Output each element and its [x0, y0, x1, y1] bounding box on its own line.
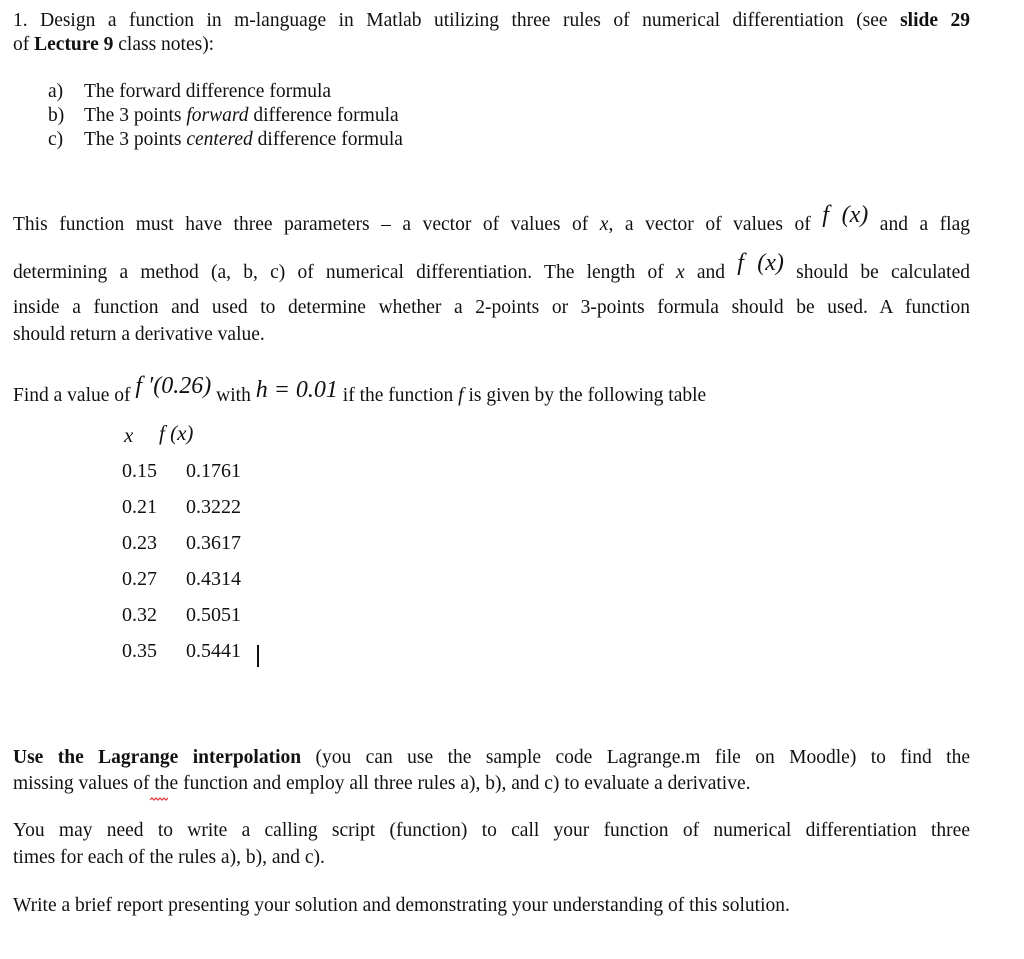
text-cursor	[257, 645, 259, 667]
rule-item-c	[48, 128, 403, 152]
report-text: Write a brief report presenting your solution and demonstrating your understanding of this solution.	[13, 895, 790, 916]
find-text-post: if the function	[342, 385, 459, 406]
find-line	[13, 373, 970, 411]
rule-text-post: difference formula	[248, 105, 399, 126]
table-header-x: x	[124, 423, 134, 447]
math-h-step: h = 0.01	[255, 377, 338, 403]
table-header-fx: f (x)	[159, 421, 194, 445]
table-cell-fx: 0.3617	[186, 532, 241, 554]
params-text-post: and a flag	[879, 214, 971, 235]
table-cell-fx: 0.5051	[186, 604, 241, 626]
params-text: This function must have three parameters – a vector of values of	[13, 214, 600, 235]
params-text: inside a function and used to determine whether a 2-points or 3-points formula should be used. A function	[13, 297, 970, 318]
params-text-post: should be calculated	[796, 262, 970, 283]
table-cell-x: 0.15	[122, 460, 157, 482]
rule-item-a	[48, 80, 331, 104]
rule-text-post: difference formula	[252, 129, 403, 150]
var-f: f	[458, 385, 464, 406]
lagrange-line1	[13, 746, 970, 769]
rule-text: The forward difference formula	[84, 81, 332, 102]
intro-text: 1. Design a function in m-language in Matlab utilizing three rules of numerical differentiation (see	[13, 10, 901, 31]
table-cell-x: 0.32	[122, 604, 157, 626]
lagrange-text: missing values	[13, 773, 134, 794]
math-derivative: f ′(0.26)	[135, 373, 212, 399]
question-intro-line1	[13, 9, 970, 32]
slide-reference: slide 29	[900, 10, 970, 31]
math-fx: f (x)	[737, 250, 784, 276]
calling-line2	[13, 846, 970, 869]
intro-text-of: of	[13, 34, 35, 55]
calling-text: times for each of the rules a), b), and c).	[13, 847, 325, 868]
lagrange-text-post: the function and employ all three rules a), b), and c) to evaluate a derivative.	[149, 773, 751, 794]
rule-text: The 3 points	[84, 105, 187, 126]
params-text: determining a method (a, b, c) of numerical differentiation. The length of	[13, 262, 676, 283]
find-text-tail: is given by the following table	[463, 385, 707, 406]
var-x: x	[675, 262, 685, 283]
var-x: x	[599, 214, 609, 235]
lagrange-text: (you can use the sample code Lagrange.m file on Moodle) to find the	[301, 747, 970, 768]
table-cell-fx: 0.4314	[186, 568, 241, 590]
params-text-mid: and	[684, 262, 726, 283]
table-cell-x: 0.21	[122, 496, 157, 518]
question-intro-line2	[13, 33, 970, 56]
calling-line1	[13, 819, 970, 842]
params-text-mid: , a vector of values of	[608, 214, 811, 235]
find-text: Find a value of	[13, 385, 131, 406]
lagrange-bold: Use the Lagrange interpolation	[13, 747, 302, 768]
rule-text: The 3 points	[84, 129, 187, 150]
calling-text: You may need to write a calling script (function) to call your function of numerical differentiation three	[13, 820, 970, 841]
params-text: should return a derivative value.	[13, 324, 265, 345]
intro-text-post: class notes):	[113, 34, 215, 55]
params-line3	[13, 296, 970, 319]
params-line1	[13, 202, 971, 240]
table-cell-fx: 0.3222	[186, 496, 241, 518]
table-cell-fx: 0.1761	[186, 460, 241, 482]
table-cell-x: 0.23	[122, 532, 157, 554]
report-line	[13, 894, 970, 917]
lecture-reference: Lecture 9	[34, 34, 114, 55]
table-cell-fx: 0.5441	[186, 640, 241, 662]
rule-item-b	[48, 104, 399, 128]
spellcheck-squiggle	[150, 797, 168, 801]
math-fx: f (x)	[822, 202, 869, 228]
rule-marker: a)	[48, 81, 64, 102]
table-cell-x: 0.27	[122, 568, 157, 590]
find-with: with	[216, 385, 251, 406]
params-line2	[13, 250, 970, 288]
lagrange-line2	[13, 772, 970, 795]
rule-emphasis: forward	[186, 105, 249, 126]
table-cell-x: 0.35	[122, 640, 157, 662]
rule-marker: c)	[48, 129, 64, 150]
spellcheck-word: of	[133, 773, 150, 794]
rule-marker: b)	[48, 105, 65, 126]
params-line4	[13, 323, 970, 346]
rule-emphasis: centered	[186, 129, 253, 150]
